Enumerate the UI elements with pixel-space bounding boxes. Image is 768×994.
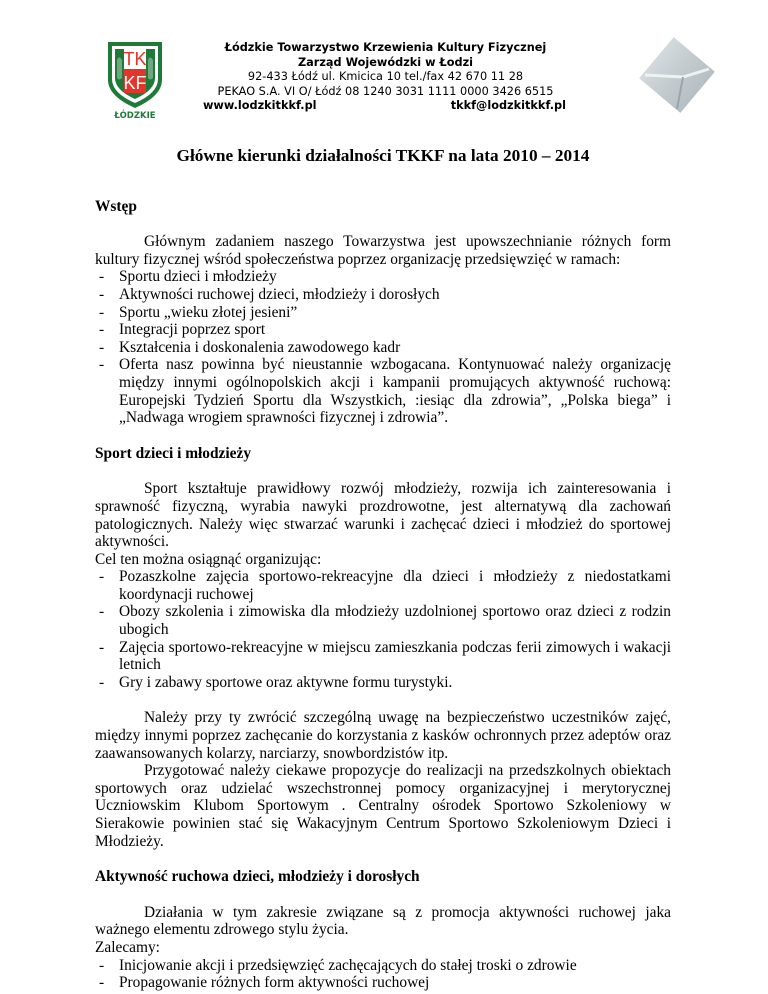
list-item: - Aktywności ruchowej dzieci, młodzieży i dorosłych [95, 286, 671, 304]
list-item: - Zajęcia sportowo-rekreacyjne w miejscu zamieszkania podczas ferii zimowych i wakacji letnich [95, 639, 671, 674]
section-paragraph: Sport kształtuje prawidłowy rozwój młodzieży, rozwija ich zainteresowania i sprawność fizyczną, wyrabia nawyki prozdrowotne, jest alternatywą dla zachowań patologicznych. Należy więc stwarzać warunki i zachęcać dzieci i młodzież do sportowej aktywności. [95, 480, 671, 551]
list-item: - Pozaszkolne zajęcia sportowo-rekreacyjne dla dzieci i młodzieży z niedostatkami koordynacji ruchowej [95, 568, 671, 603]
svg-text:KF: KF [123, 73, 147, 93]
list-item: - Obozy szkolenia i zimowiska dla młodzieży uzdolnionej sportowo oraz dzieci z rodzin ubogich [95, 603, 671, 638]
section-paragraph: Przygotować należy ciekawe propozycje do realizacji na przedszkolnych obiektach sportowych oraz udzielać wszechstronnej pomocy organizacyjnej i merytorycznej Uczniowskim Klubom Sportowym . Centralny ośrodek Sportowo Szkoleniowy w Sierakowie powinien stać się Wakacyjnym Centrum Sportowo Szkoleniowym Dzieci i Młodzieży. [95, 762, 671, 850]
section-paragraph: Działania w tym zakresie związane są z promocja aktywności ruchowej jaka ważnego elementu zdrowego stylu życia. [95, 903, 671, 939]
section-paragraph: Należy przy ty zwrócić szczególną uwagę na bezpieczeństwo uczestników zajęć, między innymi poprzez zachęcanie do korzystania z kasków ochronnych przez adeptów oraz zaawansowanych kolarzy, narciarzy, snowbordzistów itp. [95, 709, 671, 762]
website-link[interactable]: www.lodzkitkkf.pl [203, 99, 317, 112]
section-heading: Wstęp [95, 197, 137, 215]
section-heading: Sport dzieci i młodzieży [95, 444, 252, 462]
list [95, 568, 671, 691]
org-unit: Zarząd Wojewódzki w Łodzi [297, 55, 474, 69]
list-item: - Gry i zabawy sportowe oraz aktywne formu turystyki. [95, 674, 671, 692]
org-contacts [183, 99, 588, 114]
email-link[interactable]: tkkf@lodzkitkkf.pl [450, 99, 566, 112]
decorative-diamond-icon [637, 35, 717, 115]
document-body [95, 147, 671, 992]
list [95, 957, 671, 992]
list-item: - Propagowanie różnych form aktywności ruchowej [95, 974, 671, 992]
tkkf-logo-icon [104, 38, 166, 120]
section-lead: Zalecamy: [95, 938, 160, 956]
logo-caption: ŁÓDZKIE [114, 111, 156, 120]
list-item: - Oferta nasz powinna być nieustannie wzbogacana. Kontynuować należy organizację między innymi ogólnopolskich akcji i kampanii promujących aktywność ruchową: Europejski Tydzień Sportu dla Wszystkich, :iesiąc dla zdrowia”, „Polska biega” i „Nadwaga wrogiem sprawności fizycznej i zdrowia”. [95, 356, 671, 426]
org-name: Łódzkie Towarzystwo Krzewienia Kultury Fizycznej [224, 41, 547, 54]
org-address: 92-433 Łódź ul. Kmicica 10 tel./fax 42 670 11 28 [247, 70, 524, 83]
section-lead: Cel ten można osiągnąć organizując: [95, 550, 322, 568]
letterhead [183, 41, 588, 114]
list-item: - Sportu dzieci i młodzieży [95, 268, 671, 286]
section-heading: Aktywność ruchowa dzieci, młodzieży i dorosłych [95, 868, 420, 886]
org-bank-account: PEKAO S.A. VI O/ Łódź 08 1240 3031 1111 0000 3426 6515 [217, 84, 554, 98]
list-item: - Kształcenia i doskonalenia zawodowego kadr [95, 339, 671, 357]
list-item: - Sportu „wieku złotej jesieni” [95, 304, 671, 322]
svg-text:TK: TK [123, 49, 147, 69]
list-item: - Inicjowanie akcji i przedsięwzięć zachęcających do stałej troski o zdrowie [95, 957, 671, 975]
list-item: - Integracji poprzez sport [95, 321, 671, 339]
list [95, 268, 671, 426]
document-title: Główne kierunki działalności TKKF na lata 2010 – 2014 [176, 146, 590, 165]
section-paragraph: Głównym zadaniem naszego Towarzystwa jest upowszechnianie różnych form kultury fizycznej wśród społeczeństwa poprzez organizację przedsięwzięć w ramach: [95, 233, 671, 268]
